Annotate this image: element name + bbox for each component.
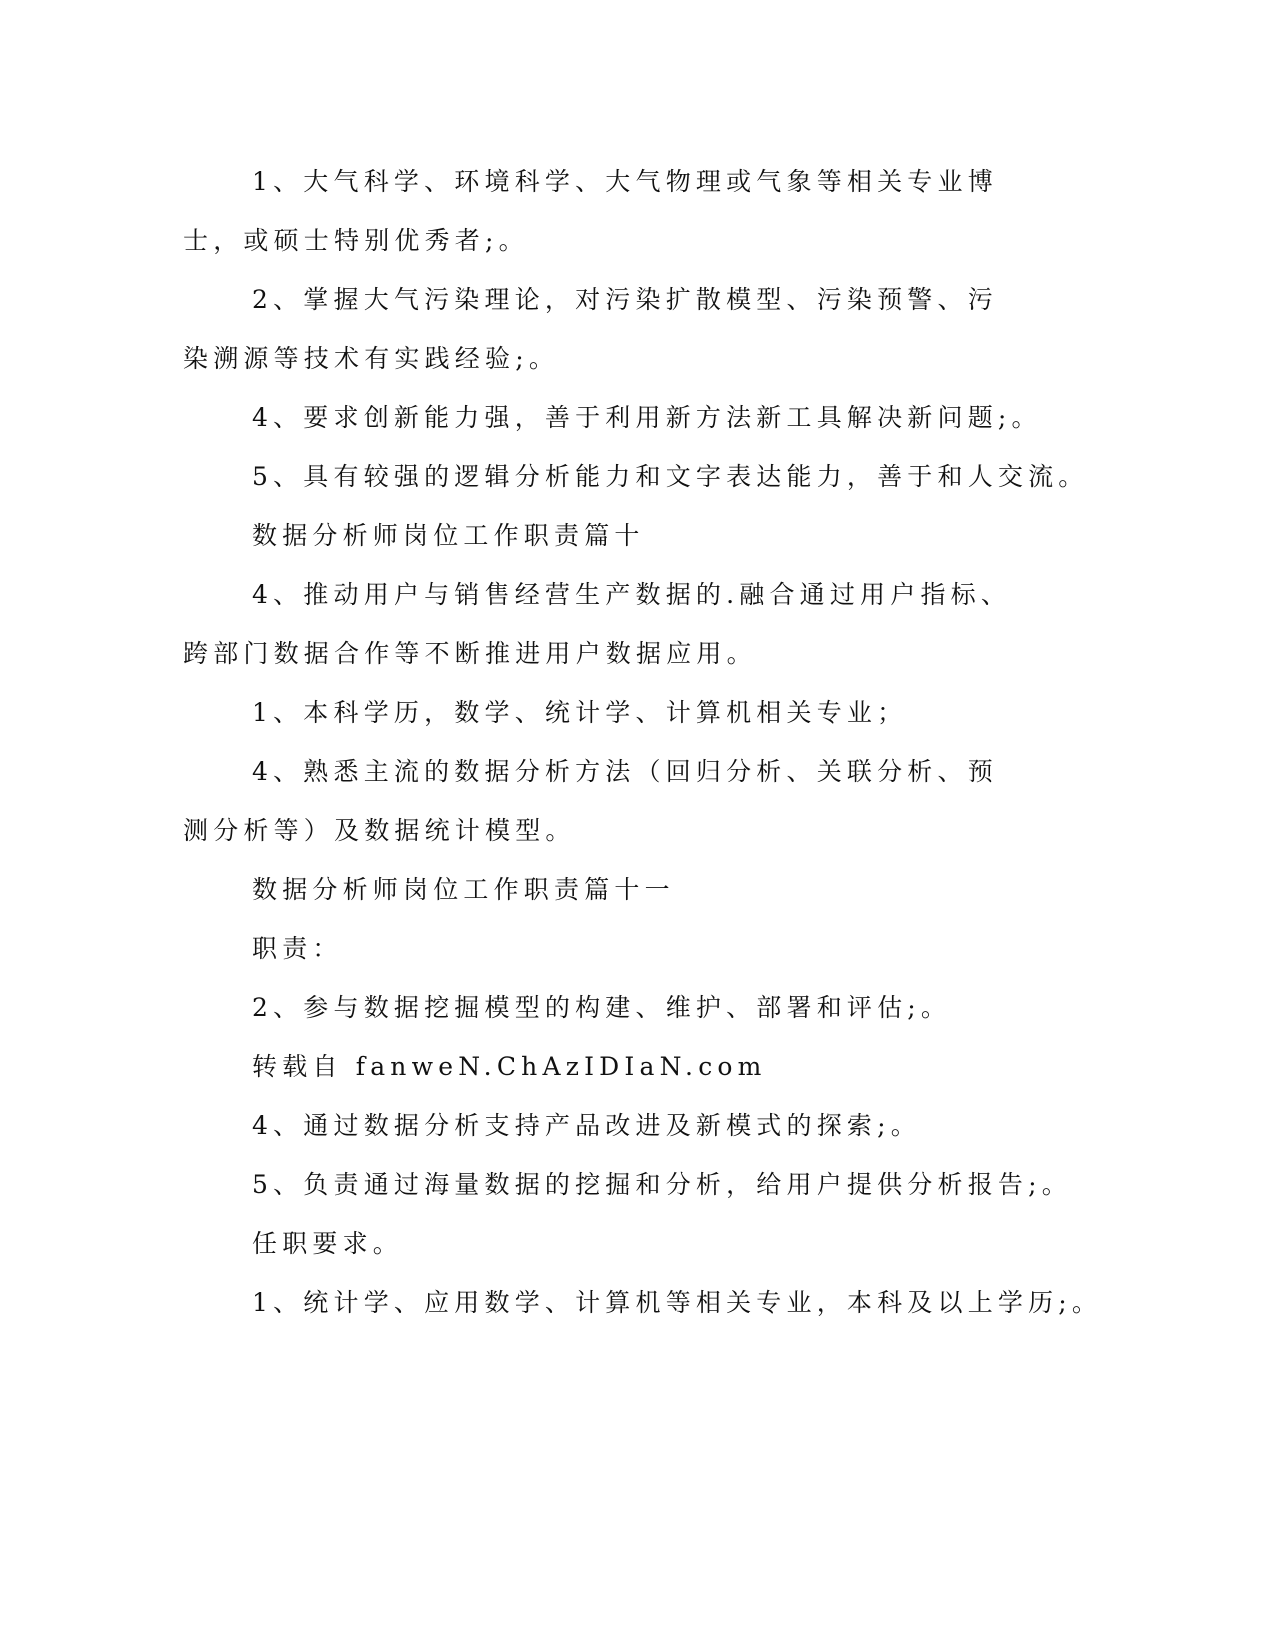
paragraph-requirement-bachelor: 1、本科学历，数学、统计学、计算机相关专业； — [252, 698, 908, 727]
section-heading-part-ten: 数据分析师岗位工作职责篇十 — [252, 521, 645, 550]
paragraph-requirement-innovation: 4、要求创新能力强，善于利用新方法新工具解决新问题;。 — [252, 403, 1042, 432]
subheading-duties: 职责： — [252, 934, 343, 963]
paragraph-requirement-major: 1、统计学、应用数学、计算机等相关专业，本科及以上学历;。 — [252, 1288, 1103, 1317]
paragraph-duty-reports: 5、负责通过海量数据的挖掘和分析，给用户提供分析报告;。 — [252, 1170, 1072, 1199]
source-note: 转载自 fanweN.ChAzIDIaN.com — [252, 1052, 767, 1081]
paragraph-requirement-logic: 5、具有较强的逻辑分析能力和文字表达能力，善于和人交流。 — [252, 462, 1089, 491]
paragraph-duty-mining-models: 2、参与数据挖掘模型的构建、维护、部署和评估;。 — [252, 993, 952, 1022]
paragraph-requirement-pollution-theory: 2、掌握大气污染理论，对污染扩散模型、污染预警、污染溯源等技术有实践经验;。 — [183, 285, 998, 373]
paragraph-requirement-degree: 1、大气科学、环境科学、大气物理或气象等相关专业博士，或硕士特别优秀者;。 — [183, 167, 998, 255]
section-heading-part-eleven: 数据分析师岗位工作职责篇十一 — [252, 875, 675, 904]
paragraph-duty-data-fusion: 4、推动用户与销售经营生产数据的.融合通过用户指标、跨部门数据合作等不断推进用户数据应用。 — [183, 580, 1012, 668]
paragraph-requirement-methods: 4、熟悉主流的数据分析方法（回归分析、关联分析、预测分析等）及数据统计模型。 — [183, 757, 998, 845]
subheading-requirements: 任职要求。 — [252, 1229, 404, 1258]
paragraph-duty-product-improvement: 4、通过数据分析支持产品改进及新模式的探索;。 — [252, 1111, 921, 1140]
document-body — [183, 152, 1103, 1332]
